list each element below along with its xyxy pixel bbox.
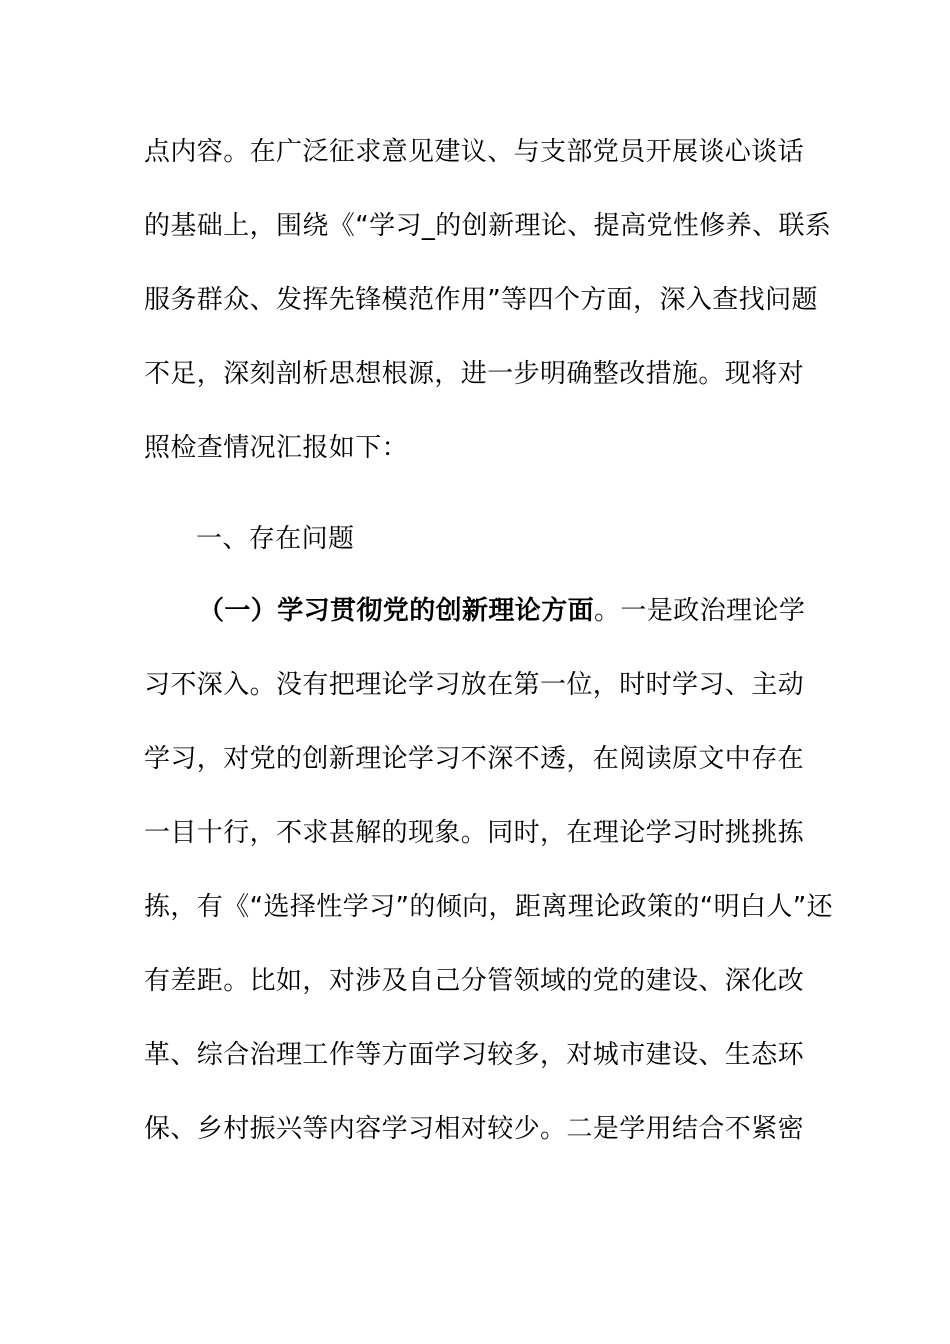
paragraph-line: 一目十行，不求甚解的现象。同时，在理论学习时挑挑拣 (144, 818, 805, 848)
paragraph-line: 拣，有《“选择性学习”的倾向，距离理论政策的“明白人”还 (144, 892, 834, 922)
subsection-title: （一）学习贯彻党的创新理论方面 (198, 596, 595, 626)
paragraph-line: 照检查情况汇报如下： (144, 433, 409, 463)
paragraph-line: 点内容。在广泛征求意见建议、与支部党员开展谈心谈话 (144, 137, 805, 167)
paragraph-line: 的基础上，围绕《“学习_的创新理论、提高党性修养、联系 (144, 211, 832, 241)
section-heading: 一、存在问题 (196, 524, 355, 554)
paragraph-line: 习不深入。没有把理论学习放在第一位，时时学习、主动 (144, 670, 805, 700)
subsection-first-line-text: 。一是政治理论学 (594, 596, 806, 626)
paragraph-line: 学习，对党的创新理论学习不深不透，在阅读原文中存在 (144, 744, 805, 774)
paragraph-line: 革、综合治理工作等方面学习较多，对城市建设、生态环 (144, 1040, 805, 1070)
subsection-first-line (198, 594, 878, 628)
paragraph-line: 不足，深刻剖析思想根源，进一步明确整改措施。现将对 (144, 359, 805, 389)
paragraph-line: 服务群众、发挥先锋模范作用”等四个方面，深入查找问题 (144, 285, 818, 315)
paragraph-line: 保、乡村振兴等内容学习相对较少。二是学用结合不紧密 (144, 1114, 805, 1144)
paragraph-line: 有差距。比如，对涉及自己分管领域的党的建设、深化改 (144, 966, 805, 996)
